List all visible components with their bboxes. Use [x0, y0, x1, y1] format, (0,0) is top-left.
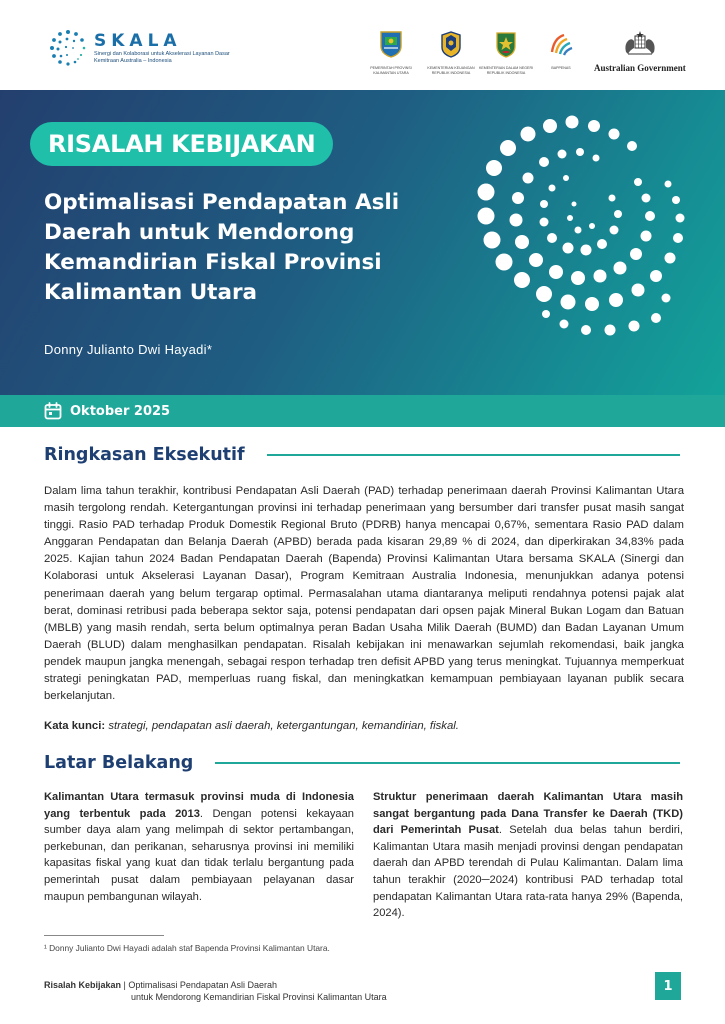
kemenkeu-emblem-icon [438, 30, 464, 58]
document-title: Optimalisasi Pendapatan Asli Daerah untuk Mendorong Kemandirian Fiskal Provinsi Kalimantan Utara [44, 190, 400, 305]
skala-logo [48, 28, 244, 68]
paragraph-text: . Setelah dua belas tahun berdiri, Kalimantan Utara masih menjadi provinsi dengan pendapatan daerah dan APBD terendah di Pulau Kalimantan. Dalam lima tahun terakhir (2020─2024) kontribusi PAD terhadap total pendapatan Kalimantan Utara rata-rata hanya 29% (Bapenda, 2024). [373, 824, 684, 920]
keywords-label: Kata kunci: [44, 720, 106, 732]
background-column-left [44, 789, 354, 905]
calendar-icon [44, 402, 62, 420]
brand-name: SKALA [94, 31, 182, 51]
spiral-dots-graphic [470, 112, 710, 352]
partner-caption: KEMENTERIAN KEUANGAN REPUBLIK INDONESIA [427, 66, 475, 75]
footer-label: Risalah Kebijakan [44, 980, 122, 990]
brand-tagline-partnership: Kemitraan Australia – Indonesia [94, 58, 172, 64]
footer-separator: | [121, 980, 129, 990]
logo-bar [0, 0, 725, 90]
partner-caption: BAPPENAS [551, 66, 571, 70]
section-divider [215, 762, 680, 764]
provincial-emblem-icon [378, 30, 404, 58]
partner-kemenkeu [420, 30, 482, 75]
kemendagri-emblem-icon [493, 30, 519, 58]
bappenas-logo-icon [548, 30, 574, 58]
executive-summary-text: Dalam lima tahun terakhir, kontribusi Pendapatan Asli Daerah (PAD) terhadap penerimaan daerah Provinsi Kalimantan Utara masih tergolong rendah. Ketergantungan provinsi ini terhadap penerimaan yang bersumber dari transfer pusat masih sangat tinggi. Rasio PAD terhadap Produk Domestik Regional Bruto (PDRB) hanya mencapai 0,67%, sementara Rasio PAD dalam Anggaran Pendapatan dan Belanja Daerah (APBD) berada pada kisaran 29,89 % di 2024, dan diperkirakan 34,83% pada 2025. Kajian tahun 2024 Badan Pendapatan Daerah (Bapenda) Provinsi Kalimantan Utara bersama SKALA (Sinergi dan Kolaborasi untuk Akselerasi Layanan Dasar), Program Kemitraan Australia Indonesia, menunjukkan adanya potensi penerimaan daerah yang belum tergarap optimal. Permasalahan utama diantaranya meliputi rendahnya potensi pajak alat berat, dominasi retribusi pada beberapa sektor saja, potensi pendapatan dari opsen pajak Mineral Bukan Logam dan Batuan (MBLB) yang masih rendah, serta belum optimalnya peran Badan Usaha Milik Daerah (BUMD) dan Badan Layanan Umum Daerah (BLUD) dalam menghasilkan pendapatan. Risalah kebijakan ini menawarkan sejumlah rekomendasi, baik jangka pendek maupun jangka menengah, sebagai respon terhadap tren defisit APBD yang terus meningkat. Tujuannya memperkuat strategi peningkatan PAD, memperluas ruang fiskal, dan meningkatkan kemampuan pembiayaan layanan publik secara berkelanjutan. [44, 485, 684, 703]
footnote-divider [44, 935, 164, 936]
keywords-list: strategi, pendapatan asli daerah, ketergantungan, kemandirian, fiskal. [108, 720, 459, 732]
lead-sentence: Struktur penerimaan daerah Kalimantan Utara masih sangat bergantung pada Dana Transfer ke Daerah (TKD) dari Pemerintah Pusat [373, 791, 683, 837]
partner-kemendagri [475, 30, 537, 75]
author-name: Donny Julianto Dwi Hayadi* [44, 342, 213, 357]
page-footer [44, 979, 387, 1003]
footer-title-line2: untuk Mendorong Kemandirian Fiskal Provinsi Kalimantan Utara [131, 992, 387, 1002]
section-title: Latar Belakang [44, 753, 194, 773]
lead-sentence: Kalimantan Utara termasuk provinsi muda di Indonesia yang terbentuk pada 2013 [44, 791, 354, 820]
document-type-badge [30, 122, 333, 166]
date-band [0, 395, 725, 427]
brand-tagline: Sinergi dan Kolaborasi untuk Akselerasi Layanan Dasar [94, 51, 230, 57]
keywords-line [44, 720, 684, 732]
footnote: ¹ Donny Julianto Dwi Hayadi adalah staf Bapenda Provinsi Kalimantan Utara. [44, 943, 330, 953]
paragraph-text: . Dengan potensi kekayaan sumber daya alam yang melimpah di sektor pertambangan, perkebunan, dan perikanan, seharusnya provinsi ini memiliki kapasitas fiskal yang kuat dan tidak terlalu bergantung pada pemerintah pusat dalam pembiayaan pelayanan dasar maupun pembangunan wilayah. [44, 807, 354, 903]
australian-government-text: Australian Government [594, 63, 686, 73]
skala-spiral-icon [48, 28, 88, 68]
footer-title-line1: Optimalisasi Pendapatan Asli Daerah [128, 980, 277, 990]
section-title: Ringkasan Eksekutif [44, 445, 245, 465]
coat-of-arms-icon [620, 30, 660, 56]
partner-caption: KEMENTERIAN DALAM NEGERI REPUBLIK INDONESIA [478, 66, 534, 75]
section-divider [267, 454, 680, 456]
section-heading-background [44, 753, 680, 773]
page-number: 1 [655, 972, 681, 1000]
hero-banner [0, 90, 725, 395]
section-heading-summary [44, 445, 680, 465]
partner-bappenas [530, 30, 592, 71]
partner-caption: PEMERINTAH PROVINSI KALIMANTAN UTARA [370, 66, 412, 75]
publication-date: Oktober 2025 [70, 403, 171, 419]
partner-provinsi [360, 30, 422, 75]
australian-government-logo [594, 30, 686, 73]
background-column-right [373, 789, 683, 922]
document-type-label: RISALAH KEBIJAKAN [48, 130, 316, 158]
